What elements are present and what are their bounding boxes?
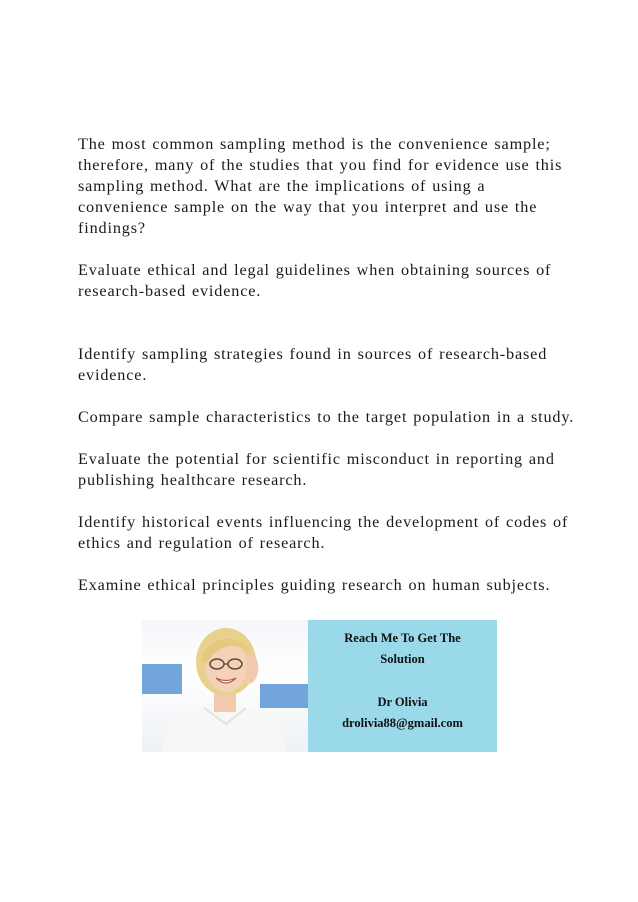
paragraph-scientific-misconduct: Evaluate the potential for scientific misconduct in reporting and publishing healthcare research. — [78, 450, 555, 489]
document-body — [78, 134, 578, 596]
woman-photo — [142, 620, 308, 752]
paragraph-sample-characteristics: Compare sample characteristics to the target population in a study. — [78, 408, 575, 426]
paragraph-sampling-strategies: Identify sampling strategies found in sources of research-based evidence. — [78, 345, 548, 384]
paragraph-ethical-principles: Examine ethical principles guiding research on human subjects. — [78, 576, 551, 594]
contact-name: Dr Olivia — [377, 695, 428, 709]
contact-info — [308, 620, 497, 752]
contact-banner — [142, 620, 497, 752]
paragraph-convenience-sample: The most common sampling method is the convenience sample; therefore, many of the studies that you find for evidence use this sampling method. What are the implications of using a convenience sample on the way that you interpret and use the findings? — [78, 135, 563, 237]
paragraph-ethical-legal: Evaluate ethical and legal guidelines when obtaining sources of research-based evidence. — [78, 261, 552, 300]
paragraph-historical-events: Identify historical events influencing the development of codes of ethics and regulation of research. — [78, 513, 569, 552]
woman-illustration — [142, 620, 308, 752]
cta-line-2: Solution — [380, 652, 425, 666]
cta-line-1: Reach Me To Get The — [344, 631, 461, 645]
contact-email: drolivia88@gmail.com — [342, 716, 463, 730]
